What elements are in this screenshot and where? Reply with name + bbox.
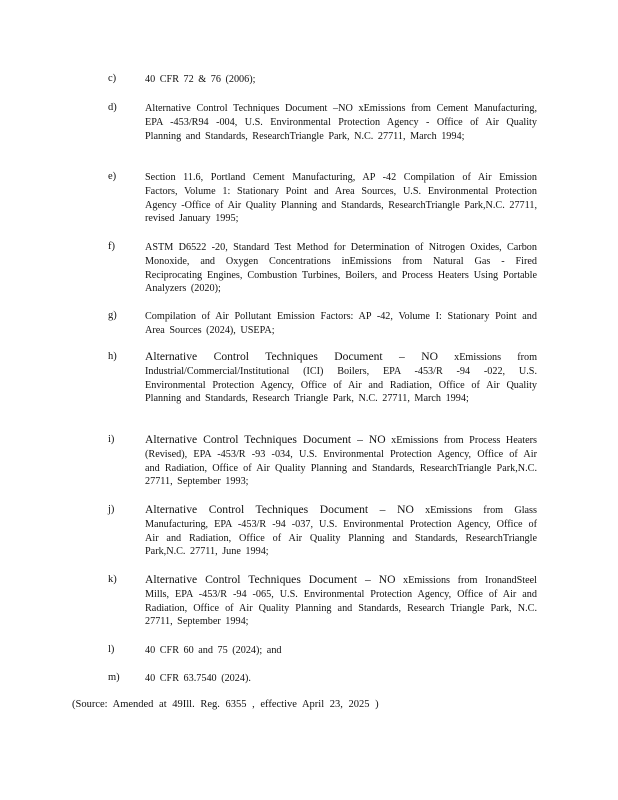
item-letter: e) [108,171,117,182]
item-lead: Alternative Control Techniques Document – NO [145,433,386,446]
item-body: 40 CFR 72 & 76 (2006); [145,74,256,85]
item-letter: k) [108,574,117,585]
item-text [145,573,537,629]
item-letter: f) [108,241,115,252]
item-lead: Alternative Control Techniques Document – NO [145,350,439,363]
source-note: (Source: Amended at 49Ill. Reg. 6355 , effective April 23, 2025 ) [72,699,379,710]
item-lead: Alternative Control Techniques Document – NO [145,573,396,586]
item-text [145,433,537,489]
item-letter: h) [108,351,117,362]
item-letter: l) [108,644,115,655]
item-body: Compilation of Air Pollutant Emission Factors: AP -42, Volume I: Stationary Point and Area Sources (2024), USEPA; [145,311,537,336]
item-body: ASTM D6522 -20, Standard Test Method for Determination of Nitrogen Oxides, Carbon Monoxide, and Oxygen Concentrations inEmissions from Natural Gas - Fired Reciprocating Engines, Combustion Turbines, Boilers, and Process Heaters Using Portable Analyzers (2020); [145,242,537,295]
item-text [145,350,537,406]
item-body: xEmissions from Glass Manufacturing, EPA -453/R -94 -037, U.S. Environmental Protection Agency, Office of Air and Radiation, Office of Air Quality Planning and Standards, ResearchTriangle Park,N.C. 27711, June 1994; [145,505,537,558]
item-letter: g) [108,310,117,321]
item-text [145,671,537,686]
item-text [145,643,537,658]
item-text [145,309,537,338]
item-text [145,503,537,559]
item-letter: c) [108,73,117,84]
item-lead: Alternative Control Techniques Document – NO [145,503,414,516]
item-text [145,170,537,226]
item-letter: d) [108,102,117,113]
item-body: 40 CFR 60 and 75 (2024); and [145,645,282,656]
item-body: Alternative Control Techniques Document –NO xEmissions from Cement Manufacturing, EPA -453/R94 -004, U.S. Environmental Protection Agency - Office of Air Quality Planning and Standards, ResearchTriangle Park, N.C. 27711, March 1994; [145,103,537,142]
item-body: xEmissions from Industrial/Commercial/Institutional (ICI) Boilers, EPA -453/R -94 -022, U.S. Environmental Protection Agency, Office of Air and Radiation, Office of Air Quality Planning and Standards, Research Triangle Park, N.C. 27711, March 1994; [145,352,537,405]
item-letter: j) [108,504,115,515]
item-body: 40 CFR 63.7540 (2024). [145,673,251,684]
item-body: xEmissions from IronandSteel Mills, EPA -453/R -94 -065, U.S. Environmental Protection Agency, Office of Air and Radiation, Office of Air Quality Planning and Standards, Research Triangle Park, N.C. 27711, September 1994; [145,575,538,628]
item-body: xEmissions from Process Heaters (Revised), EPA -453/R -93 -034, U.S. Environmental Protection Agency, Office of Air and Radiation, Office of Air Quality Planning and Standards, ResearchTriangle Park,N.C. 27711, September 1993; [145,435,537,488]
item-text [145,101,537,143]
item-letter: i) [108,434,115,445]
item-text [145,72,537,87]
item-text [145,240,537,296]
item-body: Section 11.6, Portland Cement Manufacturing, AP -42 Compilation of Air Emission Factors, Volume 1: Stationary Point and Area Sources, U.S. Environmental Protection Agency -Office of Air Quality Planning and Standards, ResearchTriangle Park,N.C. 27711, revised January 1995; [145,172,537,225]
item-letter: m) [108,672,120,683]
